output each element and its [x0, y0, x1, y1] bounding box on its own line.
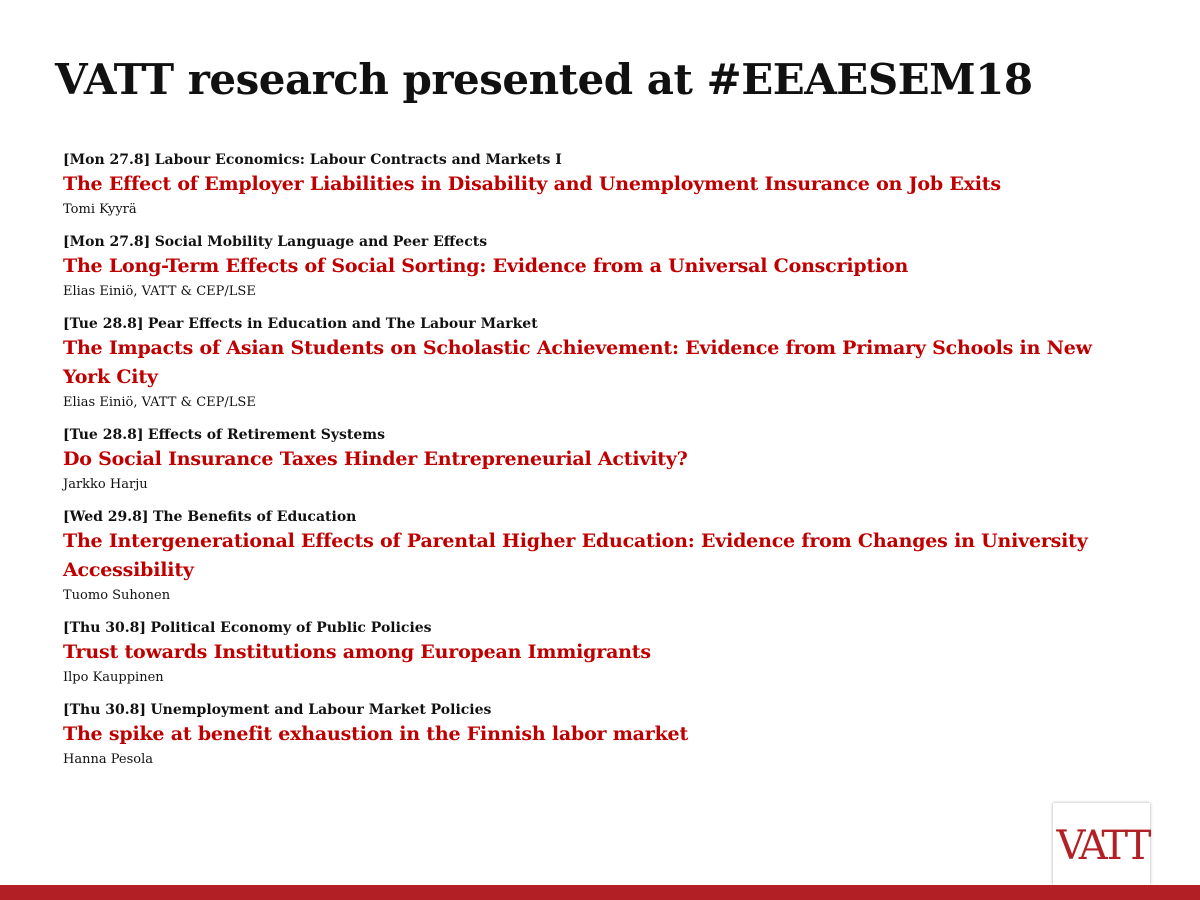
session-line — [63, 232, 1143, 252]
session-date: [Tue 28.8] — [63, 316, 144, 332]
talk-author: Elias Einiö, VATT & CEP/LSE — [63, 284, 256, 299]
talk-author: Elias Einiö, VATT & CEP/LSE — [63, 395, 256, 410]
talk-author: Ilpo Kauppinen — [63, 670, 164, 685]
session-date: [Mon 27.8] — [63, 234, 151, 250]
talk-title: The Impacts of Asian Students on Scholastic Achievement: Evidence from Primary Schools in New York City — [63, 337, 1092, 388]
session-date: [Mon 27.8] — [63, 152, 151, 168]
session-name: Effects of Retirement Systems — [147, 427, 386, 443]
session-line — [63, 314, 1143, 334]
talk-list — [63, 150, 1143, 782]
talk-item — [63, 425, 1143, 495]
session-line — [63, 618, 1143, 638]
session-name: The Benefits of Education — [152, 509, 357, 525]
talk-author: Tuomo Suhonen — [63, 588, 171, 603]
talk-author: Tomi Kyyrä — [63, 202, 137, 217]
talk-item — [63, 232, 1143, 302]
session-date: [Tue 28.8] — [63, 427, 144, 443]
talk-title: Do Social Insurance Taxes Hinder Entrepreneurial Activity? — [63, 448, 688, 470]
talk-title: Trust towards Institutions among European Immigrants — [63, 641, 651, 663]
session-date: [Thu 30.8] — [63, 620, 146, 636]
talk-title: The Long-Term Effects of Social Sorting: Evidence from a Universal Conscription — [63, 255, 909, 277]
session-date: [Thu 30.8] — [63, 702, 146, 718]
talk-item — [63, 700, 1143, 770]
footer-bar — [0, 885, 1200, 900]
talk-item — [63, 618, 1143, 688]
talk-author: Hanna Pesola — [63, 752, 153, 767]
slide-title: VATT research presented at #EEAESEM18 — [55, 55, 1033, 104]
talk-title: The Intergenerational Effects of Parental Higher Education: Evidence from Changes in University Accessibility — [63, 530, 1088, 581]
session-name: Labour Economics: Labour Contracts and Markets I — [154, 152, 562, 168]
session-date: [Wed 29.8] — [63, 509, 149, 525]
vatt-logo — [1053, 803, 1150, 885]
session-line — [63, 700, 1143, 720]
talk-title: The spike at benefit exhaustion in the Finnish labor market — [63, 723, 689, 745]
session-name: Unemployment and Labour Market Policies — [150, 702, 492, 718]
session-line — [63, 507, 1143, 527]
session-line — [63, 425, 1143, 445]
talk-item — [63, 507, 1143, 606]
session-name: Pear Effects in Education and The Labour Market — [147, 316, 538, 332]
vatt-logo-mark — [1056, 819, 1147, 869]
session-name: Social Mobility Language and Peer Effects — [154, 234, 488, 250]
talk-item — [63, 150, 1143, 220]
session-line — [63, 150, 1143, 170]
talk-title: The Effect of Employer Liabilities in Disability and Unemployment Insurance on Job Exits — [63, 173, 1001, 195]
talk-author: Jarkko Harju — [63, 477, 148, 492]
vatt-logo-text: VATT — [1056, 823, 1147, 869]
session-name: Political Economy of Public Policies — [150, 620, 432, 636]
talk-item — [63, 314, 1143, 413]
